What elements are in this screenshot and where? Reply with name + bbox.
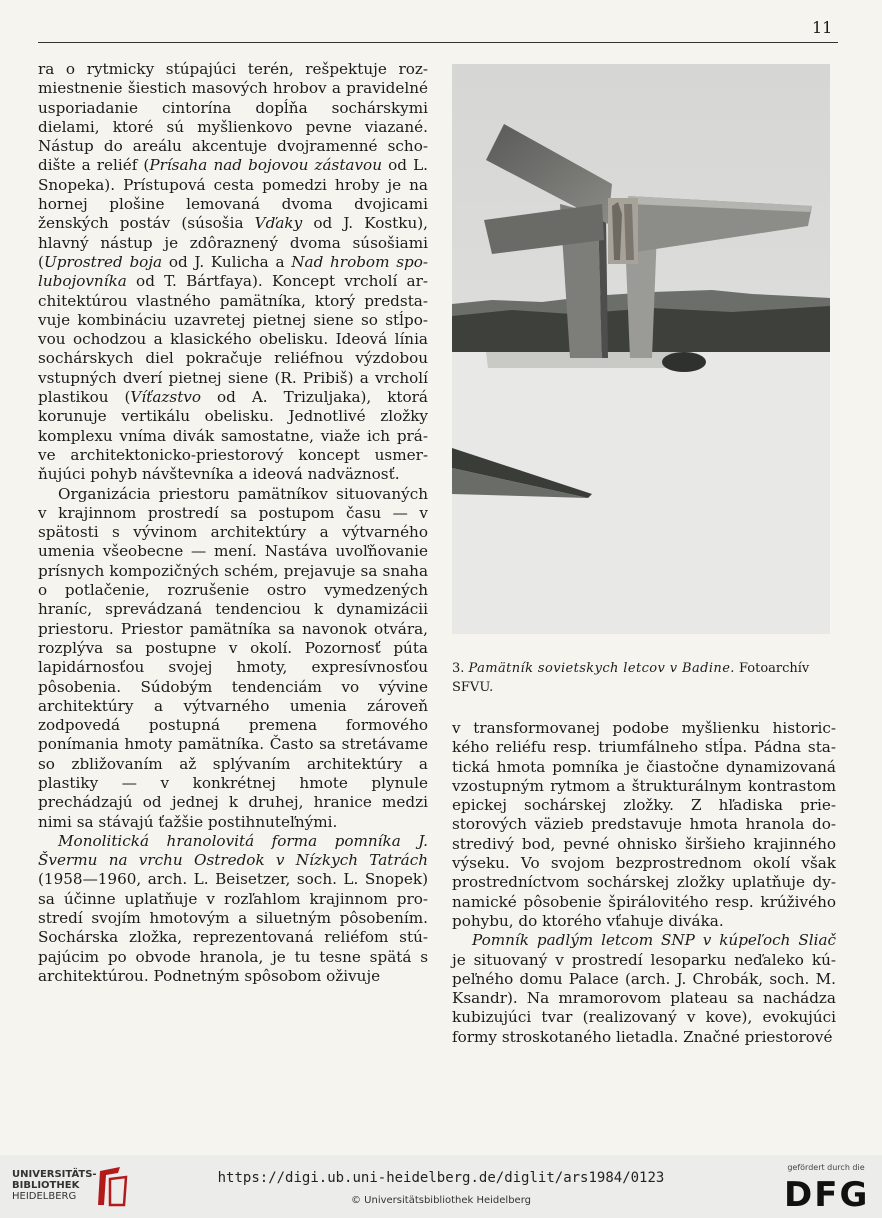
text-run: je situovaný v prostredí lesoparku neďaleko kúpeľného domu Palace (arch. J. Chrobák, soch. M. Ksandr). Na mramorovom plateau sa nachádza kubizujúci tvar (realizovaný v kove), evokujúci formy stroskotaného lietadla. Značné priestorové — [452, 950, 836, 1046]
caption-credit: Fotoarchív SFVU. — [452, 661, 810, 695]
dfg-funding-note: gefördert durch die — [787, 1163, 865, 1172]
text-run: v transformovanej podobe myšlienku historického reliéfu resp. triumfálneho stĺpa. Pádna statická hmota pomníka je čiastočne dynamizovaná vzostupným rytmom a štrukturálnym kontrastom epickej sochárskej zložky. Z hľadiska priestorových väzieb predstavuje hmota hranola dostredivý bod, pevné ohnisko širšieho krajinného výseku. Vo svojom bezprostrednom okolí však prostredníctvom sochárskej zložky uplatňuje dynamické pôsobenie špirálovitého resp. krúživého pohybu, do ktorého vťahuje diváka. — [452, 719, 836, 930]
right-text-column — [452, 719, 836, 1047]
figure-caption — [452, 659, 836, 697]
paragraph — [38, 485, 428, 832]
paragraph — [38, 60, 428, 485]
page-number: 11 — [812, 18, 833, 37]
italic-title: Nad hrobom spolubojovníka — [38, 252, 429, 291]
dfg-logo[interactable] — [780, 1163, 872, 1213]
italic-title: Monolitická hranolovitá forma pomníka J. Švermu na vrchu Ostredok v Nízkych Tatrách — [38, 831, 428, 870]
caption-title: Pamätník sovietskych letcov v Badine. — [468, 661, 735, 676]
italic-title: Vďaky — [254, 214, 303, 233]
caption-number: 3. — [452, 661, 465, 676]
dfg-wordmark: DFG — [784, 1175, 870, 1215]
text-run: ra o rytmicky stúpajúci terén, rešpektuje rozmiestnenie šiestich masových hrobov a pravidelné usporiadanie cintorína dopĺňa sochárskymi dielami, ktoré sú myšlienkovo pevne viazané. Nástup do areálu akcentuje dvojramenné schodište a reliéf ( — [38, 60, 428, 175]
text-run: (1958—1960, arch. L. Beisetzer, soch. L. Snopek) sa účinne uplatňuje v rozľahlom krajinnom prostredí svojím hmotovým a siluetným pôsobením. Sochárska zložka, reprezentovaná reliéfom stúpajúcim po obvode hranola, je tu tesne spätá s architektúrou. Podnetným spôsobom oživuje — [38, 870, 428, 985]
italic-title: Pomník padlým letcom SNP v kúpeľoch Sliač — [472, 931, 836, 950]
paragraph — [38, 832, 428, 986]
footer-bar — [0, 1155, 882, 1218]
ub-logo-line2: BIBLIOTHEK — [12, 1180, 80, 1191]
text-run: od L. Snopeka). Prístupová cesta pomedzi hroby je na hornej plošine lemovaná dvoma dvojicami ženských postáv (súsošia — [38, 156, 428, 233]
monument-photo — [452, 64, 830, 634]
ub-logo-line3: HEIDELBERG — [12, 1191, 77, 1202]
text-run: od T. Bártfaya). Koncept vrcholí architektúrou vlastného pamätníka, ktorý predstavuje kombináciu uzavretej pietnej siene so stĺpovou ochodzou a klasického obelisku. Ideová línia sochárskych diel pokračuje reliéfnou výzdobou vstupných dverí pietnej siene (R. Pribiš) a vrcholí plastikou ( — [38, 272, 428, 407]
ub-logo-line1: UNIVERSITÄTS- — [12, 1169, 97, 1180]
text-run: Organizácia priestoru pamätníkov situovaných v krajinnom prostredí sa postupom času — v spätosti s vývinom architektúry a výtvarného umenia všeobecne — mení. Nastáva uvoľňovanie prísnych kompozičných schém, prejavuje sa snaha o potlačenie, rozrušenie ostro vymedzených hraníc, sprevádzaná tendenciou k dynamizácii priestoru. Priestor pamätníka sa navonok otvára, rozplýva sa postupne v okolí. Pozornosť púta lapidárnosťou svojej hmoty, expresívnosťou pôsobenia. Súdobým tendenciám vo vývine architektúry a výtvarného umenia zároveň zodpovedá postupná premena formového ponímania hmoty pamätníka. Často sa stretávame so zbližovaním až splývaním architektúry a plastiky — v konkrétnej hmote plynule prechádzajú od jednej k druhej, hranice medzi nimi sa stávajú ťažšie postihnuteľnými. — [38, 484, 428, 831]
italic-title: Uprostred boja — [43, 252, 163, 271]
copyright-notice: © Universitätsbibliothek Heidelberg — [350, 1195, 531, 1206]
monument-photo-illustration — [452, 64, 830, 634]
text-run: od J. Kostku), hlavný nástup je zdôraznený dvoma súsošiami ( — [38, 214, 428, 271]
header-rule — [38, 42, 838, 43]
text-run: od J. Kulicha a — [162, 252, 292, 271]
italic-title: Víťazstvo — [130, 388, 202, 407]
left-text-column — [38, 60, 428, 986]
permalink-url[interactable]: https://digi.ub.uni-heidelberg.de/diglit/ars1984/0123 — [217, 1170, 665, 1186]
italic-title: Prísaha nad bojovou zástavou — [149, 156, 382, 175]
paragraph — [452, 931, 836, 1047]
paragraph — [452, 719, 836, 931]
text-run: od A. Trizuljaka), ktorá korunuje vertikálu obelisku. Jednotlivé zložky komplexu vníma divák samostatne, viaže ich práve architektonicko-priestorový koncept usmerňujúci pohyb návštevníka a ideová nadväznosť. — [38, 388, 428, 484]
